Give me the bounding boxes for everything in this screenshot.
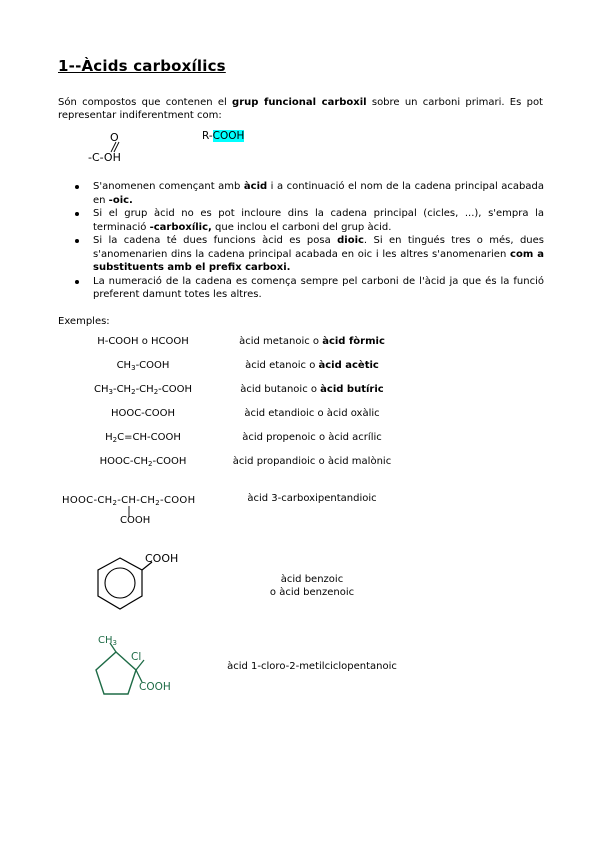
benzene-ring-icon [78,548,198,628]
bullet-icon [75,280,79,284]
example-formula: H-COOH o HCOOH [97,336,189,347]
carboxyl-structure [82,130,142,170]
intro-bold: grup funcional carboxil [232,97,367,108]
example-name: àcid metanoic o àcid fòrmic [239,336,385,347]
page-title: 1--Àcids carboxílics [58,57,226,75]
c-oh-label: -C-OH [88,151,121,164]
benzoic-cooh: COOH [145,552,179,565]
examples-label: Exemples: [58,316,110,327]
example-row [0,431,600,445]
example-name: àcid propenoic o àcid acrílic [242,432,382,443]
branch-cooh: COOH [120,515,151,526]
list-item: Si el grup àcid no es pot incloure dins la cadena principal (cicles, ...), s'empra la terminació -carboxílic, que inclou el carboni del grup àcid. [58,207,544,234]
chloro-label: Cl [131,651,142,663]
bullet-icon [75,212,79,216]
cyclopentane-name: àcid 1-cloro-2-metilciclopentanoic [227,661,397,672]
example-formula: HOOC-$CH_2$-COOH [99,456,187,468]
example-row [0,455,600,469]
benzoic-name [222,573,402,599]
list-item: Si la cadena té dues funcions àcid es posa dioic. Si en tingués tres o més, dues s'anomenarien dins la cadena principal acabada en oic i les altres s'anomenarien com a substituents amb el prefix carboxi. [58,234,544,275]
example-name: àcid butanoic o àcid butíric [240,384,384,395]
example-row [0,383,600,397]
branched-name: àcid 3-carboxipentandioic [247,493,377,504]
example-formula: HOOC-COOH [110,408,176,419]
example-name: àcid etandioic o àcid oxàlic [244,408,380,419]
example-formula: $H_2C=CH$-COOH [105,432,181,444]
cyclo-cooh-label: COOH [139,681,171,693]
r-cooh-formula [202,129,244,144]
oxygen-label: O [110,131,119,144]
list-item: La numeració de la cadena es comença sempre pel carboni de l'àcid ja que és la funció preferent damunt totes les altres. [58,275,544,302]
example-row [0,407,600,421]
example-formula: $CH_3$-COOH [116,360,170,372]
benzoic-name-1: àcid benzoic [280,574,344,585]
branched-chain: HOOC-$CH_2-CH-CH_2$-COOH [62,495,196,507]
bullet-icon [75,239,79,243]
r-prefix: R- [202,130,213,142]
example-row [0,359,600,373]
cooh-highlight: COOH [212,130,245,142]
branched-structure [62,494,212,534]
intro-paragraph [58,96,543,122]
bullet-icon [75,185,79,189]
intro-text-2: sobre un carboni primari. Es pot representar indiferentment com: [58,97,543,121]
example-name: àcid etanoic o àcid acètic [245,360,379,371]
example-row [0,335,600,349]
example-name: àcid propandioic o àcid malònic [232,456,392,467]
rules-list [58,180,544,302]
intro-text: Són compostos que contenen el [58,97,233,108]
benzoic-name-2: o àcid benzenoic [269,587,355,598]
example-formula: $CH_3-CH_2-CH_2$-COOH [93,384,193,396]
list-item: S'anomenen començant amb àcid i a continuació el nom de la cadena principal acabada en -oic. [58,180,544,207]
methyl-label: $CH_3$ [98,635,117,647]
